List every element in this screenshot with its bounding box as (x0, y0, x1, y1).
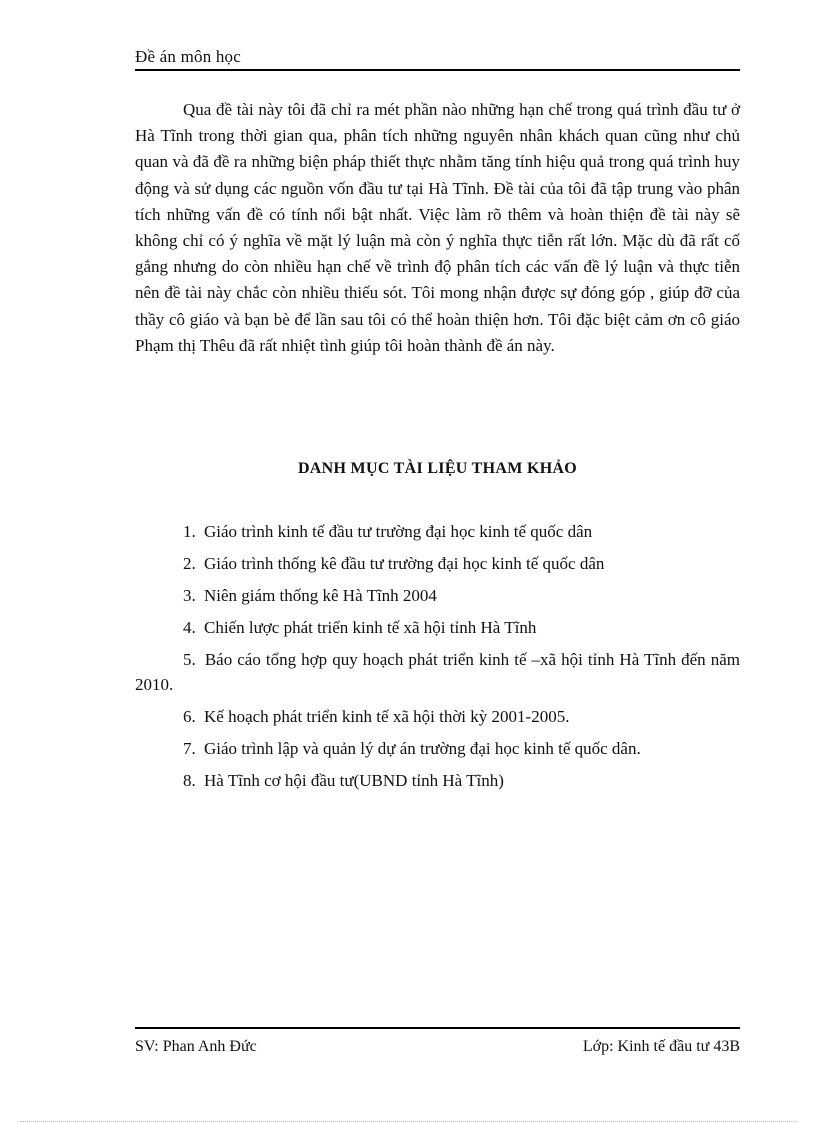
reference-text: Niên giám thống kê Hà Tĩnh 2004 (204, 586, 437, 605)
conclusion-paragraph: Qua đề tài này tôi đã chỉ ra mét phần nào những hạn chế trong quá trình đầu tư ở Hà Tĩnh trong thời gian qua, phân tích những nguyên nhân khách quan cũng như chủ quan và đã đề ra những biện pháp thiết thực nhằm tăng tính hiệu quả trong quá trình huy động và sử dụng các nguồn vốn đầu tư tại Hà Tĩnh. Đề tài của tôi đã tập trung vào phân tích những vấn đề có tính nổi bật nhất. Việc làm rõ thêm và hoàn thiện đề tài này sẽ không chỉ có ý nghĩa về mặt lý luận mà còn ý nghĩa thực tiễn rất lớn. Mặc dù đã rất cố gắng nhưng do còn nhiều hạn chế về trình độ phân tích các vấn đề lý luận và thực tiễn nên đề tài này chắc còn nhiều thiếu sót. Tôi mong nhận được sự đóng góp , giúp đỡ của thầy cô giáo và bạn bè để lần sau tôi có thể hoàn thiện hơn. Tôi đặc biệt cảm ơn cô giáo Phạm thị Thêu đã rất nhiệt tình giúp tôi hoàn thành đề án này. (135, 100, 740, 355)
reference-item-5 (135, 647, 740, 697)
header-divider (135, 69, 740, 71)
reference-number: 4. (183, 618, 196, 637)
reference-item-4 (135, 615, 740, 640)
reference-number: 8. (183, 771, 196, 790)
reference-item-2 (135, 551, 740, 576)
page-header-title: Đề án môn học (135, 47, 241, 66)
reference-item-3 (135, 583, 740, 608)
reference-text: Giáo trình thống kê đầu tư trường đại học kinh tế quốc dân (204, 554, 605, 573)
reference-number: 5. (183, 650, 196, 669)
reference-text: Kế hoạch phát triển kinh tế xã hội thời kỳ 2001-2005. (204, 707, 570, 726)
footer-divider (135, 1027, 740, 1029)
footer-class-name: Lớp: Kinh tế đầu tư 43B (582, 1038, 740, 1055)
reference-number: 2. (183, 554, 196, 573)
reference-item-1 (135, 519, 740, 544)
reference-item-6 (135, 704, 740, 729)
reference-number: 1. (183, 522, 196, 541)
references-heading: DANH MỤC TÀI LIỆU THAM KHẢO (297, 460, 578, 477)
reference-list (135, 519, 740, 800)
reference-text: Hà Tĩnh cơ hội đầu tư(UBND tỉnh Hà Tĩnh) (204, 771, 504, 790)
page-edge-divider (20, 1121, 796, 1122)
footer-student-name: SV: Phan Anh Đức (135, 1038, 257, 1055)
reference-number: 7. (183, 739, 196, 758)
reference-item-7 (135, 736, 740, 761)
reference-number: 3. (183, 586, 196, 605)
reference-item-8 (135, 768, 740, 793)
reference-text: Giáo trình kinh tế đầu tư trường đại học kinh tế quốc dân (204, 522, 593, 541)
reference-text: Chiến lược phát triển kinh tế xã hội tỉnh Hà Tĩnh (204, 618, 537, 637)
reference-number: 6. (183, 707, 196, 726)
reference-text: Giáo trình lập và quản lý dự án trường đại học kinh tế quốc dân. (204, 739, 641, 758)
reference-text: Báo cáo tổng hợp quy hoạch phát triển kinh tế –xã hội tỉnh Hà Tĩnh đến năm 2010. (135, 650, 741, 694)
